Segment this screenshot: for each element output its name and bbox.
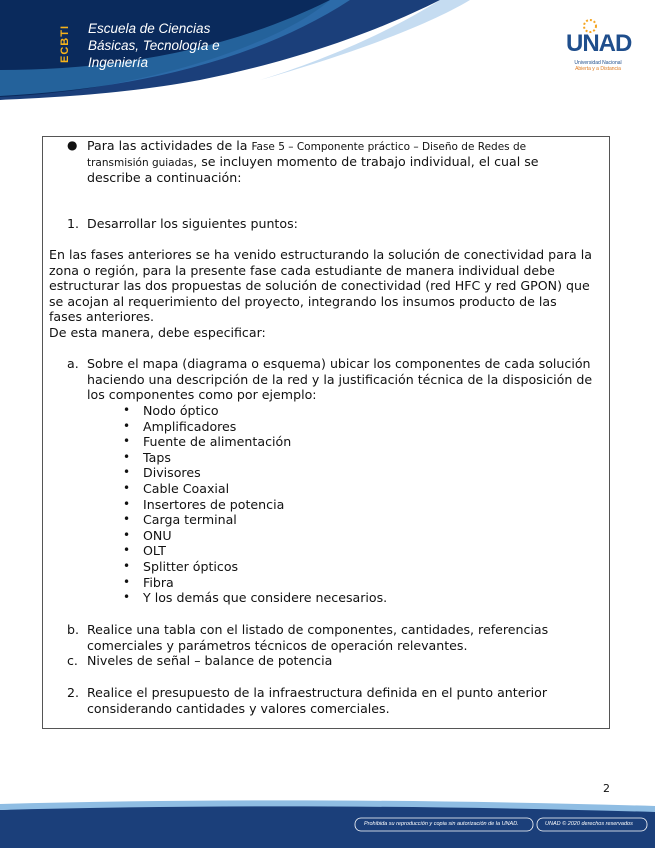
list-item: Nodo óptico [143, 403, 219, 418]
item-a-line: Sobre el mapa (diagrama o esquema) ubicar los componentes de cada solución [87, 356, 591, 371]
item-b-line: comerciales y parámetros técnicos de operación relevantes. [87, 637, 468, 653]
list-item: Cable Coaxial [143, 481, 230, 496]
item-1-text: Desarrollar los siguientes puntos: [87, 216, 298, 231]
list-item: OLT [143, 543, 166, 559]
paragraph-line: se acojan al requerimiento del proyecto, integrando los insumos producto de las [49, 293, 557, 309]
list-item: Fibra [143, 574, 174, 590]
item-2-line: considerando cantidades y valores comerciales. [87, 700, 390, 716]
item-letter: c. [67, 653, 78, 669]
page-header [0, 0, 655, 100]
intro-line-1: Para las actividades de la Fase 5 – Componente práctico – Diseño de Redes de [87, 138, 527, 153]
item-number: 2. [67, 685, 80, 700]
footer-copyright-notice: Prohibida su reproducción y copia sin autorización de la UNAD. [364, 821, 519, 827]
school-name-line: Escuela de Ciencias [88, 21, 211, 36]
item-letter: a. [67, 356, 79, 371]
list-item: Fuente de alimentación [143, 434, 292, 450]
footer-rights: UNAD © 2020 derechos reservados [545, 821, 633, 827]
bullet-icon: ● [67, 138, 78, 152]
school-name-line: Básicas, Tecnología e [88, 38, 220, 53]
list-item: Divisores [143, 465, 201, 481]
intro-line-3: describe a continuación: [87, 170, 242, 185]
item-c-line: Niveles de señal – balance de potencia [87, 653, 333, 669]
paragraph-line: fases anteriores. [49, 309, 155, 325]
school-name [88, 20, 220, 71]
item-b-line: Realice una tabla con el listado de componentes, cantidades, referencias [87, 622, 549, 637]
intro-line-2: transmisión guiadas, se incluyen momento de trabajo individual, el cual se [87, 154, 539, 169]
item-2-line: Realice el presupuesto de la infraestructura definida en el punto anterior [87, 685, 548, 700]
list-item: Y los demás que considere necesarios. [143, 590, 388, 606]
unad-logo [562, 12, 634, 72]
item-number: 1. [67, 216, 80, 231]
list-item: Amplificadores [143, 418, 237, 434]
list-item: Insertores de potencia [143, 496, 285, 512]
list-item: Carga terminal [143, 512, 237, 528]
unad-logo-text: UNAD [566, 30, 632, 57]
paragraph-line: En las fases anteriores se ha venido estructurando la solución de conectividad para la [49, 247, 592, 262]
list-item: ONU [143, 527, 172, 543]
list-item: Taps [143, 449, 171, 465]
item-letter: b. [67, 622, 79, 637]
item-a-line: los componentes como por ejemplo: [87, 387, 317, 403]
page-number: 2 [603, 782, 610, 795]
item-a-line: haciendo una descripción de la red y la justificación técnica de la disposición de [87, 371, 593, 387]
list-item: Splitter ópticos [143, 559, 239, 574]
school-name-line: Ingeniería [88, 55, 149, 70]
paragraph-line: estructurar las dos propuestas de solución de conectividad (red HFC y red GPON) que [49, 278, 590, 294]
ecbti-vertical-label: ECBTI [59, 25, 71, 63]
unad-logo-subtitle: Universidad Nacional Abierta y a Distancia [574, 60, 622, 72]
paragraph-line: zona o región, para la presente fase cada estudiante de manera individual debe [49, 262, 555, 278]
paragraph-line: De esta manera, debe especificar: [49, 325, 266, 340]
